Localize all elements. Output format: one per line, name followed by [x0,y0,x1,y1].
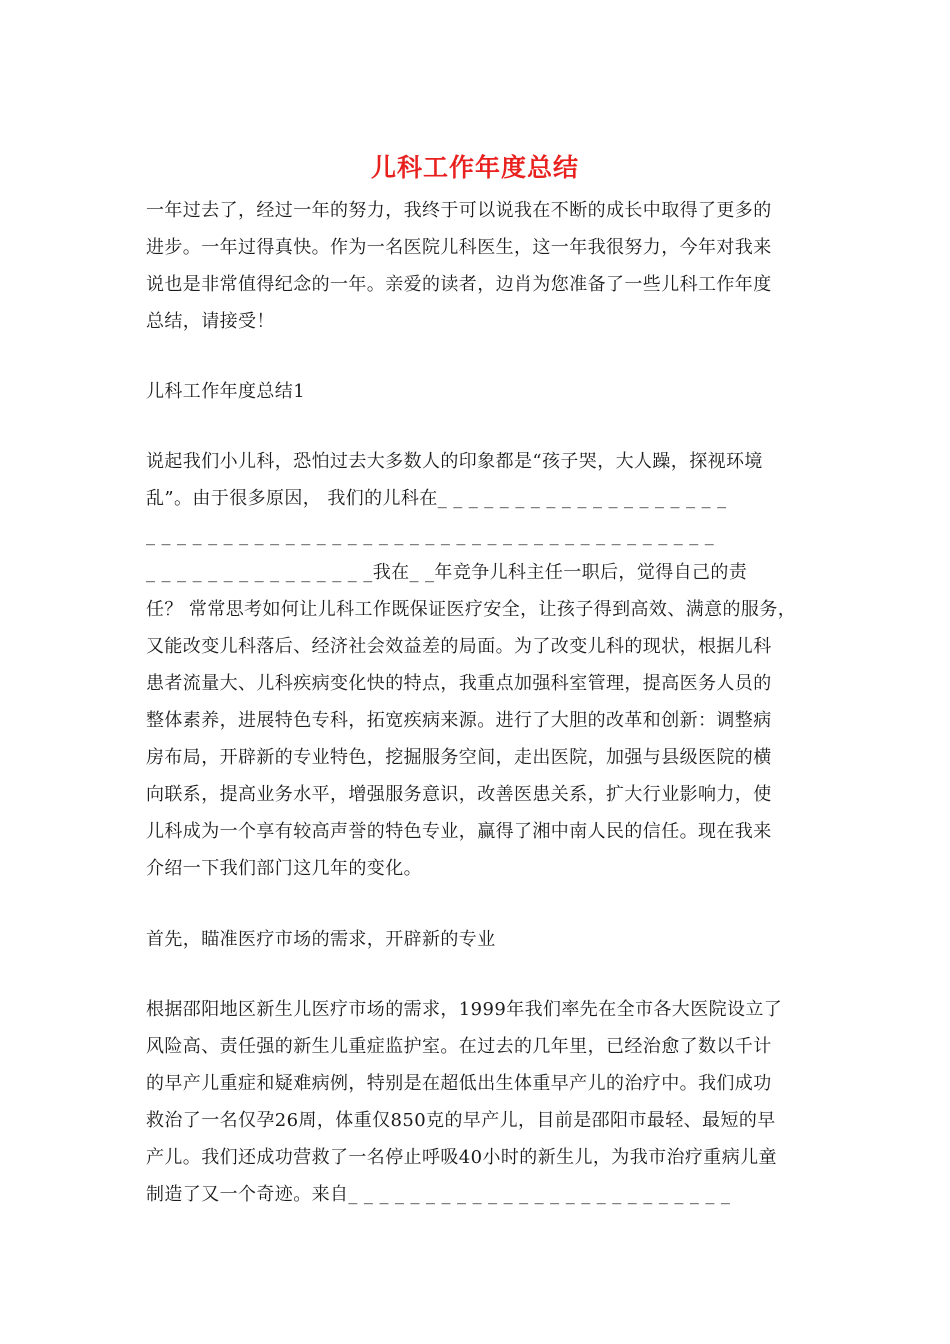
paragraph-line: 救治了一名仅孕26周，体重仅850克的早产儿，目前是邵阳市最轻、最短的早 [146,1110,776,1131]
subheading: 首先，瞄准医疗市场的需求，开辟新的专业 [146,929,496,950]
paragraph-line: 风险高、责任强的新生儿重症监护室。在过去的几年里，已经治愈了数以千计 [146,1036,772,1057]
document-title: 儿科工作年度总结 [370,153,579,182]
paragraph-line: 说起我们小儿科，恐怕过去大多数人的印象都是“孩子哭，大人躁，探视环境 [146,451,763,472]
intro-line: 一年过去了，经过一年的努力，我终于可以说我在不断的成长中取得了更多的 [146,200,772,221]
intro-line: 进步。一年过得真快。作为一名医院儿科医生，这一年我很努力，今年对我来 [146,237,772,258]
paragraph-line: 任？ 常常思考如何让儿科工作既保证医疗安全，让孩子得到高效、满意的服务， [146,599,797,620]
paragraph-line: 又能改变儿科落后、经济社会效益差的局面。为了改变儿科的现状，根据儿科 [146,636,772,657]
paragraph-line: _ _ _ _ _ _ _ _ _ _ _ _ _ _ _我在_ _年竞争儿科主任一职后，觉得自己的责 [146,562,748,583]
paragraph-line: 整体素养，进展特色专科，拓宽疾病来源。进行了大胆的改革和创新：调整病 [146,710,772,731]
paragraph-line: 制造了又一个奇迹。来自_ _ _ _ _ _ _ _ _ _ _ _ _ _ _ _ _ _ _ _ _ _ _ _ _ [146,1184,731,1205]
section-heading: 儿科工作年度总结1 [146,381,306,402]
paragraph-line: 向联系，提高业务水平，增强服务意识，改善医患关系，扩大行业影响力，使 [146,784,772,805]
paragraph-line: 产儿。我们还成功营救了一名停止呼吸40小时的新生儿，为我市治疗重病儿童 [146,1147,777,1168]
paragraph-line: 患者流量大、儿科疾病变化快的特点，我重点加强科室管理，提高医务人员的 [146,673,772,694]
paragraph-line: 的早产儿重症和疑难病例，特别是在超低出生体重早产儿的治疗中。我们成功 [146,1073,772,1094]
paragraph-line: 房布局，开辟新的专业特色，挖掘服务空间，走出医院，加强与县级医院的横 [146,747,772,768]
paragraph-line: 根据邵阳地区新生儿医疗市场的需求，1999年我们率先在全市各大医院设立了 [146,999,783,1020]
intro-line: 总结，请接受！ [146,311,275,332]
paragraph-line: _ _ _ _ _ _ _ _ _ _ _ _ _ _ _ _ _ _ _ _ _ _ _ _ _ _ _ _ _ _ _ _ _ _ _ _ _ [146,525,715,546]
paragraph-line: 乱”。由于很多原因， 我们的儿科在_ _ _ _ _ _ _ _ _ _ _ _ _ _ _ _ _ _ _ [146,488,727,509]
intro-line: 说也是非常值得纪念的一年。亲爱的读者，边肖为您准备了一些儿科工作年度 [146,274,772,295]
paragraph-line: 介绍一下我们部门这几年的变化。 [146,858,422,879]
paragraph-line: 儿科成为一个享有较高声誉的特色专业，赢得了湘中南人民的信任。现在我来 [146,821,772,842]
